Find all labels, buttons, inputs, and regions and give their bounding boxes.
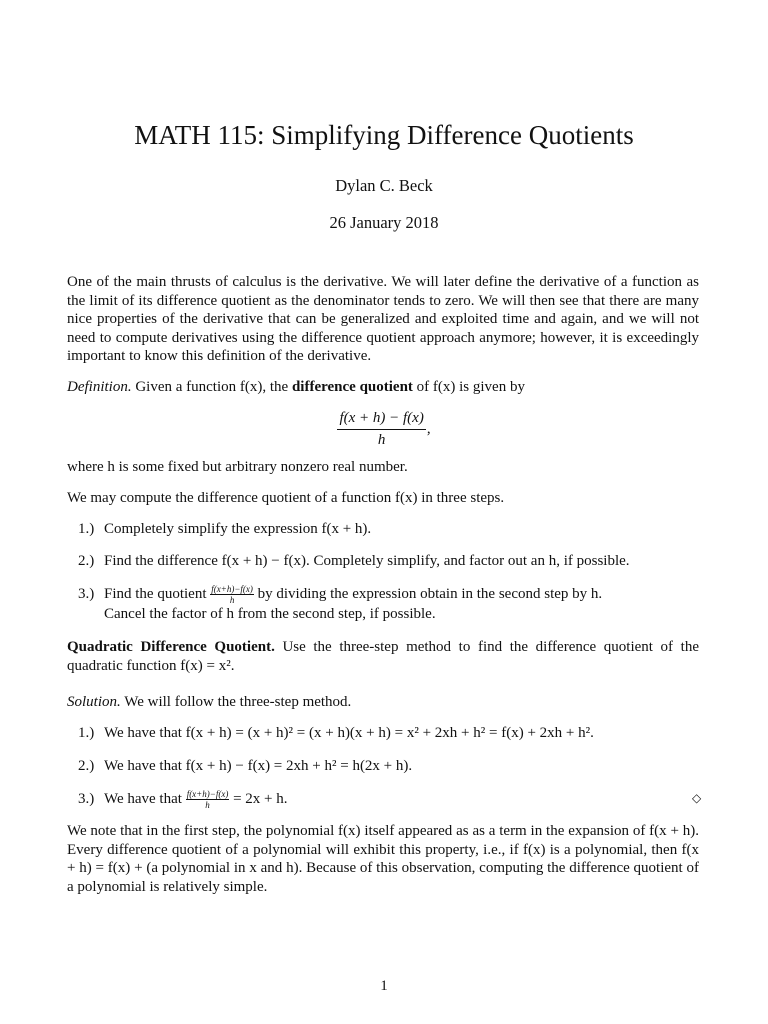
inline-fraction-numerator: f(x+h)−f(x): [186, 789, 229, 799]
fraction-numerator: f(x + h) − f(x): [337, 410, 425, 430]
definition-paragraph: [67, 378, 699, 397]
solution-label: Solution.: [67, 694, 121, 710]
steps-intro: We may compute the difference quotient of a function f(x) in three steps.: [67, 490, 505, 506]
end-of-proof-icon: ◇: [692, 791, 702, 805]
inline-fraction-denominator: h: [229, 595, 235, 605]
fraction-denominator: h: [377, 432, 386, 448]
example-text: Use the three-step method to find the difference quotient of the quadratic function f(x) = x².: [67, 639, 699, 674]
definition-where: where h is some fixed but arbitrary nonzero real number.: [67, 459, 408, 475]
page-number: 1: [380, 978, 388, 994]
list-item-number: 2.): [78, 553, 95, 569]
list-item: [78, 520, 699, 539]
difference-quotient-formula: [0, 410, 768, 449]
list-item-number: 2.): [78, 758, 95, 774]
definition-text-a: Given a function f(x), the: [131, 379, 292, 395]
list-item-text-b: = 2x + h.: [229, 790, 288, 807]
list-item-text-a: We have that: [104, 790, 186, 807]
author-name: Dylan C. Beck: [335, 176, 433, 195]
list-item-text: We have that f(x + h) − f(x) = 2xh + h² = h(2x + h).: [104, 758, 413, 774]
definition-label: Definition.: [67, 379, 132, 395]
list-item-number: 1.): [78, 521, 95, 537]
formula-punctuation: ,: [426, 421, 431, 437]
list-item: [78, 584, 699, 624]
solution-intro: [67, 693, 699, 712]
list-item-number: 1.): [78, 725, 95, 741]
list-item-text-a: Find the quotient: [104, 585, 211, 602]
intro-paragraph: One of the main thrusts of calculus is the derivative. We will later define the derivative of a function as the limit of its difference quotient as the denominator tends to zero. We will then see that there are many nice properties of the derivative that can be generalized and exploited time and again, and we will not need to compute derivatives using the difference quotient approach anymore; however, it is exceedingly important to know this definition of the derivative.: [67, 274, 699, 365]
closing-paragraph: We note that in the first step, the polynomial f(x) itself appeared as as a term in the expansion of f(x + h). Every difference quotient of a polynomial will exhibit this property, i.e., if f(x) is a polynomial, then f(x + h) = f(x) + (a polynomial in x and h). Because of this observation, computing the difference quotient of a polynomial is relatively simple.: [67, 823, 699, 895]
list-item-number: 3.): [78, 585, 95, 602]
list-item: [78, 757, 699, 776]
inline-fraction-numerator: f(x+h)−f(x): [211, 584, 253, 594]
display-fraction: [337, 410, 425, 449]
list-item: [78, 724, 699, 743]
document-title: MATH 115: Simplifying Difference Quotients: [134, 120, 634, 150]
list-item: [78, 552, 699, 571]
inline-fraction-denominator: h: [205, 800, 210, 810]
list-item-text: Find the difference f(x + h) − f(x). Completely simplify, and factor out an h, if possible.: [104, 553, 630, 569]
list-item-text: We have that f(x + h) = (x + h)² = (x + h)(x + h) = x² + 2xh + h² = f(x) + 2xh + h².: [104, 725, 594, 741]
list-item-text-b: by dividing the expression obtain in the second step by h.: [253, 585, 603, 602]
quadratic-example: [67, 638, 699, 675]
inline-fraction: [186, 789, 230, 810]
list-item: [78, 789, 702, 810]
definition-term: difference quotient: [291, 379, 413, 395]
list-item-continuation: Cancel the factor of h from the second step, if possible.: [104, 606, 436, 622]
inline-fraction: [210, 584, 254, 605]
solution-text: We will follow the three-step method.: [120, 694, 352, 710]
document-date: 26 January 2018: [329, 213, 439, 232]
list-item-text: Completely simplify the expression f(x + h).: [104, 521, 372, 537]
definition-text-b: of f(x) is given by: [412, 379, 525, 395]
list-item-number: 3.): [78, 790, 95, 807]
example-heading: Quadratic Difference Quotient.: [67, 639, 275, 655]
